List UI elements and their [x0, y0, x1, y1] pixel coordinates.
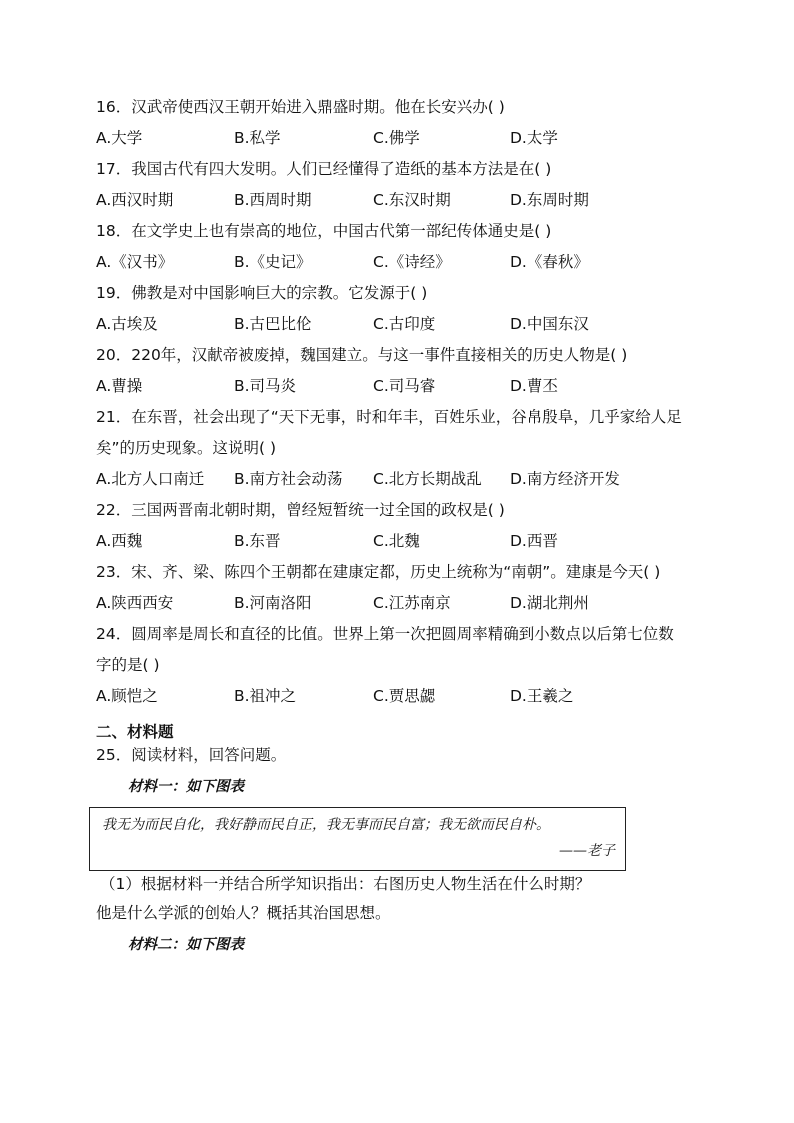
option-c: C.佛学: [373, 129, 420, 147]
option-d: D.南方经济开发: [510, 470, 620, 488]
question-18-stem: 18．在文学史上也有崇高的地位，中国古代第一部纪传体通史是( ): [96, 222, 552, 240]
question-17-options: [96, 190, 716, 210]
option-b: B.古巴比伦: [234, 315, 312, 333]
quote-text: 我无为而民自化，我好静而民自正，我无事而民自富；我无欲而民自朴。: [102, 817, 550, 833]
quote-author: ——老子: [559, 843, 615, 859]
quote-box: [89, 807, 626, 871]
question-18-options: [96, 252, 716, 272]
question-21-options: [96, 469, 716, 489]
option-c: C.江苏南京: [373, 594, 451, 612]
question-20-options: [96, 376, 716, 396]
option-b: B.河南洛阳: [234, 594, 312, 612]
option-b: B.西周时期: [234, 191, 312, 209]
option-d: D.王羲之: [510, 687, 574, 705]
question-23-stem: 23．宋、齐、梁、陈四个王朝都在建康定都，历史上统称为“南朝”。建康是今天( ): [96, 563, 661, 581]
material-2-label: 材料二：如下图表: [128, 936, 244, 953]
option-c: C.古印度: [373, 315, 436, 333]
question-24-options: [96, 686, 716, 706]
question-25-stem: 25．阅读材料，回答问题。: [96, 746, 287, 764]
option-c: C.司马睿: [373, 377, 436, 395]
question-19-options: [96, 314, 716, 334]
question-24-stem: 24．圆周率是周长和直径的比值。世界上第一次把圆周率精确到小数点以后第七位数: [96, 625, 674, 643]
option-d: D.太学: [510, 129, 558, 147]
option-d: D.中国东汉: [510, 315, 589, 333]
question-23-options: [96, 593, 716, 613]
question-24-stem-cont: 字的是( ): [96, 656, 160, 674]
option-c: C.北魏: [373, 532, 420, 550]
material-1-label: 材料一：如下图表: [128, 778, 244, 795]
question-19-stem: 19．佛教是对中国影响巨大的宗教。它发源于( ): [96, 284, 428, 302]
option-a: A.西魏: [96, 532, 143, 550]
option-c: C.北方长期战乱: [373, 470, 482, 488]
option-d: D.湖北荆州: [510, 594, 589, 612]
option-b: B.东晋: [234, 532, 281, 550]
question-21-stem: 21．在东晋，社会出现了“天下无事，时和年丰，百姓乐业，谷帛殷阜，几乎家给人足: [96, 408, 682, 426]
option-d: D.《春秋》: [510, 253, 589, 271]
question-21-stem-cont: 矣”的历史现象。这说明( ): [96, 439, 277, 457]
sub-question-1-line1: （1）根据材料一并结合所学知识指出：右图历史人物生活在什么时期？: [100, 875, 591, 893]
question-20-stem: 20．220年，汉献帝被废掉，魏国建立。与这一事件直接相关的历史人物是( ): [96, 346, 628, 364]
option-a: A.《汉书》: [96, 253, 174, 271]
question-22-options: [96, 531, 716, 551]
option-b: B.《史记》: [234, 253, 312, 271]
option-a: A.陕西西安: [96, 594, 174, 612]
question-16-options: [96, 128, 716, 148]
option-a: A.北方人口南迁: [96, 470, 205, 488]
section-title: 二、材料题: [96, 723, 174, 741]
option-d: D.西晋: [510, 532, 558, 550]
question-22-stem: 22．三国两晋南北朝时期，曾经短暂统一过全国的政权是( ): [96, 501, 505, 519]
option-b: B.南方社会动荡: [234, 470, 343, 488]
option-c: C.贾思勰: [373, 687, 436, 705]
option-a: A.顾恺之: [96, 687, 158, 705]
option-a: A.古埃及: [96, 315, 158, 333]
option-a: A.曹操: [96, 377, 143, 395]
sub-question-1-line2: 他是什么学派的创始人？概括其治国思想。: [96, 904, 391, 922]
option-a: A.西汉时期: [96, 191, 174, 209]
option-c: C.东汉时期: [373, 191, 451, 209]
option-b: B.祖冲之: [234, 687, 297, 705]
option-b: B.司马炎: [234, 377, 297, 395]
option-d: D.曹丕: [510, 377, 558, 395]
option-a: A.大学: [96, 129, 143, 147]
question-16-stem: 16．汉武帝使西汉王朝开始进入鼎盛时期。他在长安兴办( ): [96, 98, 505, 116]
question-17-stem: 17．我国古代有四大发明。人们已经懂得了造纸的基本方法是在( ): [96, 160, 552, 178]
option-b: B.私学: [234, 129, 281, 147]
option-d: D.东周时期: [510, 191, 589, 209]
option-c: C.《诗经》: [373, 253, 451, 271]
